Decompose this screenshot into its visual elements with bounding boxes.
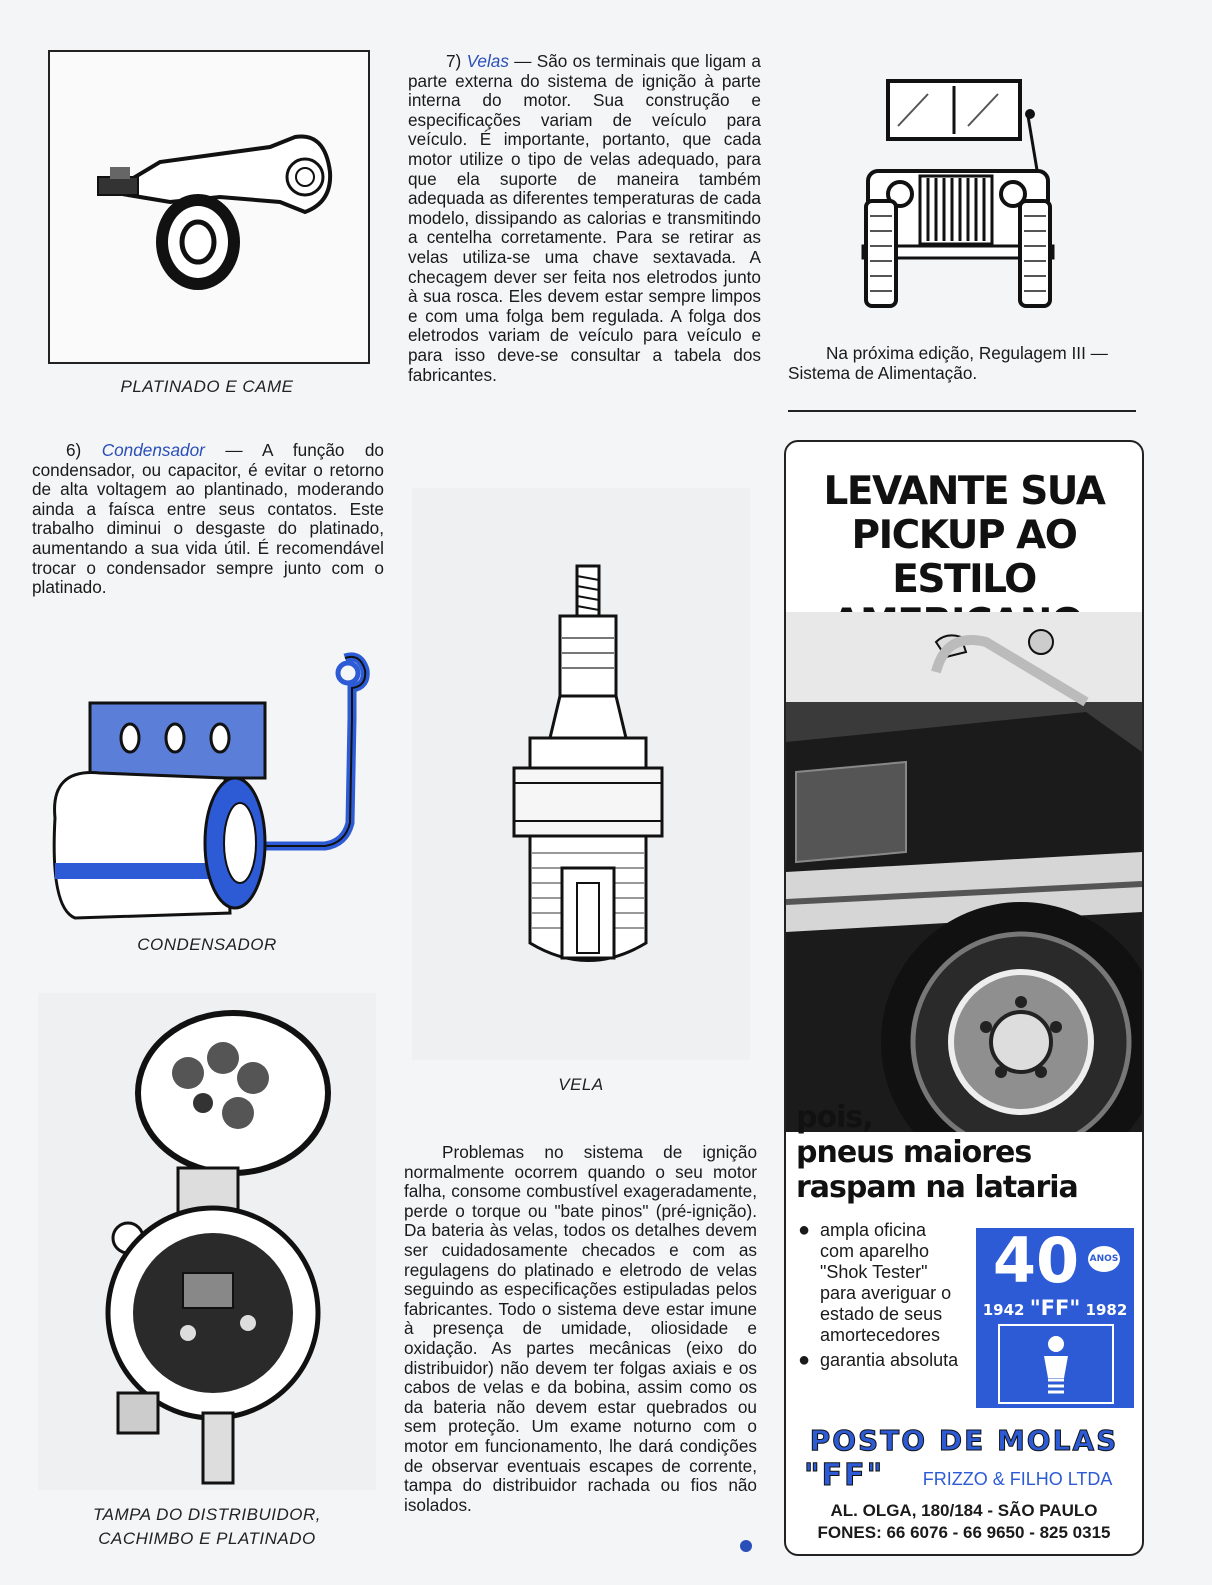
- condensador-illustration: [40, 648, 380, 923]
- badge-mascot-frame: [998, 1324, 1114, 1404]
- feature-text: garantia absoluta: [820, 1350, 959, 1370]
- ad-sub-line-2: pneus maiores: [796, 1135, 1032, 1170]
- next-edition-text: Na próxima edição, Regulagem III — Sistema de Alimentação.: [788, 343, 1108, 383]
- phones-line: FONES: 66 6076 - 66 9650 - 825 0315: [817, 1523, 1111, 1542]
- distribuidor-illustration: [38, 993, 376, 1490]
- anniversary-badge: [976, 1224, 1134, 1408]
- ad-headline-line-2: PICKUP AO ESTILO: [851, 513, 1077, 602]
- end-mark-icon: [740, 1540, 752, 1552]
- figure-condensador: [40, 648, 380, 923]
- paragraph-condensador: [32, 441, 384, 598]
- brand-line: [804, 1458, 1134, 1493]
- pickup-truck-image: [786, 612, 1142, 1132]
- figure-caption-vela: VELA: [558, 1075, 604, 1094]
- platinado-came-illustration: [50, 52, 368, 362]
- figure-vela: [412, 488, 750, 1060]
- figure-caption-condensador: CONDENSADOR: [137, 935, 277, 954]
- ad-sub-line-1: pois,: [796, 1100, 873, 1135]
- paragraph-velas: [408, 52, 761, 385]
- next-edition-note: [788, 344, 1140, 383]
- ad-sub-line-3: raspam na lataria: [796, 1170, 1078, 1205]
- paragraph-number: 6): [66, 440, 82, 460]
- badge-number: 40: [992, 1224, 1080, 1297]
- feature-item: [792, 1350, 964, 1371]
- figure-caption-platinado: PLATINADO E CAME: [120, 377, 294, 396]
- badge-year-end: 1982: [1085, 1301, 1128, 1319]
- brand-company: FRIZZO & FILHO LTDA: [922, 1469, 1113, 1489]
- paragraph-body: Problemas no sistema de ignição normalmente ocorrem quando o seu motor falha, consome combustível exageradamente, perde o torque ou "bate pinos" (pré-ignição). Da bateria às velas, todos os detalhes devem ser cuidadosamente checados e com as regulagens do platinado e eletrodo de velas seguindo as especificações estipuladas pelos fabricantes. Todo o sistema deve estar imune à presença de umidade, oliosidade e oxidação. As partes mecânicas (eixo do distribuidor) não devem ter folgas axiais e os cabos de velas e da bobina, assim como os da bateria não devem estar quebrados ou sem proteção. Um exame noturno com o motor em funcionamento, lhe dará condições de observar eventuais escapes de corrente, tampa do distribuidor rachada ou fios não isolados.: [404, 1142, 757, 1515]
- ad-headline-line-1: LEVANTE SUA: [823, 469, 1105, 514]
- paragraph-body: — São os terminais que ligam a parte externa do sistema de ignição à parte interna do motor. Sua construção e especificações variam de veículo para veículo. É importante, portanto, que cada motor utilize o tipo de velas adequado, para que ela suporte de maneira também adequada as diferentes temperaturas de cada modelo, dissipando as calorias e transmitindo a centelha corretamente. Para se retirar as velas utiliza-se uma chave sextavada. A checagem dever ser feita nos eletrodos junto à sua rosca. Eles devem estar sempre limpos e com uma folga bem regulada. A folga dos eletrodos variam de veículo para veículo e para isso deve-se consultar a tabela dos fabricantes.: [408, 51, 761, 385]
- badge-year-start: 1942: [982, 1301, 1025, 1319]
- badge-years: [976, 1296, 1134, 1320]
- paragraph-body: — A função do condensador, ou capacitor, é evitar o retorno de alta voltagem ao plantinado, moderando ainda a faísca entre seus contatos. Este trabalho diminui o desgaste do platinado, aumentando a sua vida útil. É recomendável trocar o condensador sempre junto com o platinado.: [32, 440, 384, 598]
- jeep-illustration: [858, 76, 1058, 312]
- term-condensador: Condensador: [101, 440, 205, 460]
- mascot-icon: [1000, 1326, 1112, 1402]
- ad-subheadline: [796, 1100, 1136, 1205]
- paragraph-problemas: [404, 1143, 757, 1515]
- bullet-dot-icon: ●: [798, 1349, 811, 1371]
- bullet-dot-icon: ●: [798, 1219, 811, 1241]
- caption-line-2: CACHIMBO E PLATINADO: [98, 1529, 316, 1548]
- caption-line-1: TAMPA DO DISTRIBUIDOR,: [93, 1505, 321, 1524]
- figure-platinado: [48, 50, 370, 364]
- address-line: AL. OLGA, 180/184 - SÃO PAULO: [830, 1501, 1098, 1520]
- brand-ff: "FF": [804, 1458, 885, 1493]
- paragraph-number: 7): [446, 51, 462, 71]
- figure-caption-distribuidor: [48, 1503, 366, 1551]
- badge-anos: ANOS: [1088, 1246, 1120, 1272]
- badge-ff: "FF": [1029, 1296, 1081, 1320]
- address-block: [786, 1500, 1142, 1544]
- figure-distribuidor: [38, 993, 376, 1490]
- ad-pickup-photo: [786, 612, 1142, 1132]
- ad-features-list: [792, 1220, 964, 1371]
- feature-text: ampla oficina com aparelho "Shok Tester" para averiguar o estado de seus amortecedores: [820, 1220, 952, 1345]
- brand-posto-de-molas: POSTO DE MOLAS: [809, 1424, 1119, 1457]
- advertisement: [784, 440, 1144, 1556]
- feature-item: [792, 1220, 964, 1346]
- term-velas: Velas: [466, 51, 509, 71]
- section-divider: [788, 410, 1136, 412]
- vela-illustration: [412, 488, 750, 1060]
- figure-jeep: [858, 76, 1058, 312]
